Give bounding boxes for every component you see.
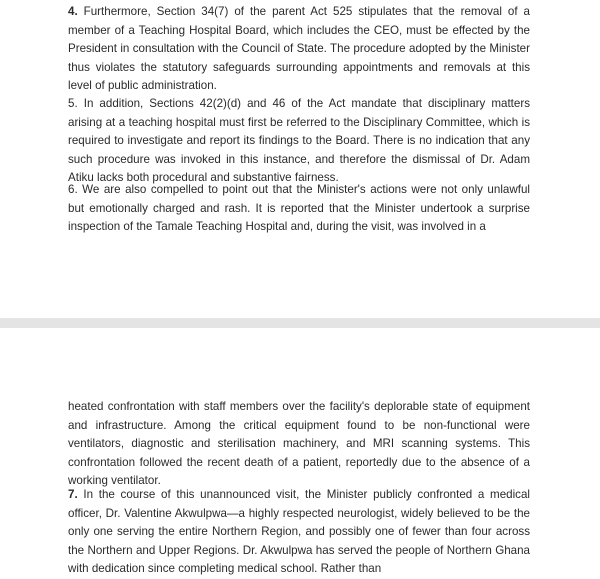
- paragraph-number: 7.: [68, 488, 78, 501]
- paragraph-text: Furthermore, Section 34(7) of the parent Act 525 stipulates that the removal of a member of a Teaching Hospital Board, which includes the CEO, must be effected by the President in consultation with the Council of State. The procedure adopted by the Minister thus violates the statutory safeguards surrounding appointments and removals at this level of public administration.: [68, 5, 530, 92]
- page-separator: [0, 318, 600, 328]
- paragraph-text: In addition, Sections 42(2)(d) and 46 of the Act mandate that disciplinary matters arising at a teaching hospital must first be referred to the Disciplinary Committee, which is required to investigate and report its findings to the Board. There is no indication that any such procedure was invoked in this instance, and therefore the dismissal of Dr. Adam Atiku lacks both procedural and substantive fairness.: [68, 97, 530, 184]
- paragraph-text: In the course of this unannounced visit, the Minister publicly confronted a medical officer, Dr. Valentine Akwulpwa—a highly respected neurologist, widely believed to be the only one serving the entire Northern Region, and possibly one of fewer than four across the Northern and Upper Regions. Dr. Akwulpwa has served the people of Northern Ghana with dedication since completing medical school. Rather than: [68, 488, 530, 575]
- paragraph-text: We are also compelled to point out that the Minister's actions were not only unlawful but emotionally charged and rash. It is reported that the Minister undertook a surprise inspection of the Tamale Teaching Hospital and, during the visit, was involved in a: [68, 183, 530, 233]
- paragraph-number: 6.: [68, 183, 78, 196]
- paragraph-4: [68, 3, 530, 96]
- paragraph-5: [68, 95, 530, 188]
- paragraph-number: 4.: [68, 5, 78, 18]
- paragraph-6: [68, 181, 530, 237]
- paragraph-number: 5.: [68, 97, 78, 110]
- paragraph-7: [68, 486, 530, 579]
- paragraph-6-continuation: [68, 398, 530, 491]
- paragraph-text: heated confrontation with staff members over the facility's deplorable state of equipment and infrastructure. Among the critical equipment found to be non-functional were ventilators, diagnostic and sterilisation machinery, and MRI scanning systems. This confrontation followed the recent death of a patient, reportedly due to the absence of a working ventilator.: [68, 400, 530, 487]
